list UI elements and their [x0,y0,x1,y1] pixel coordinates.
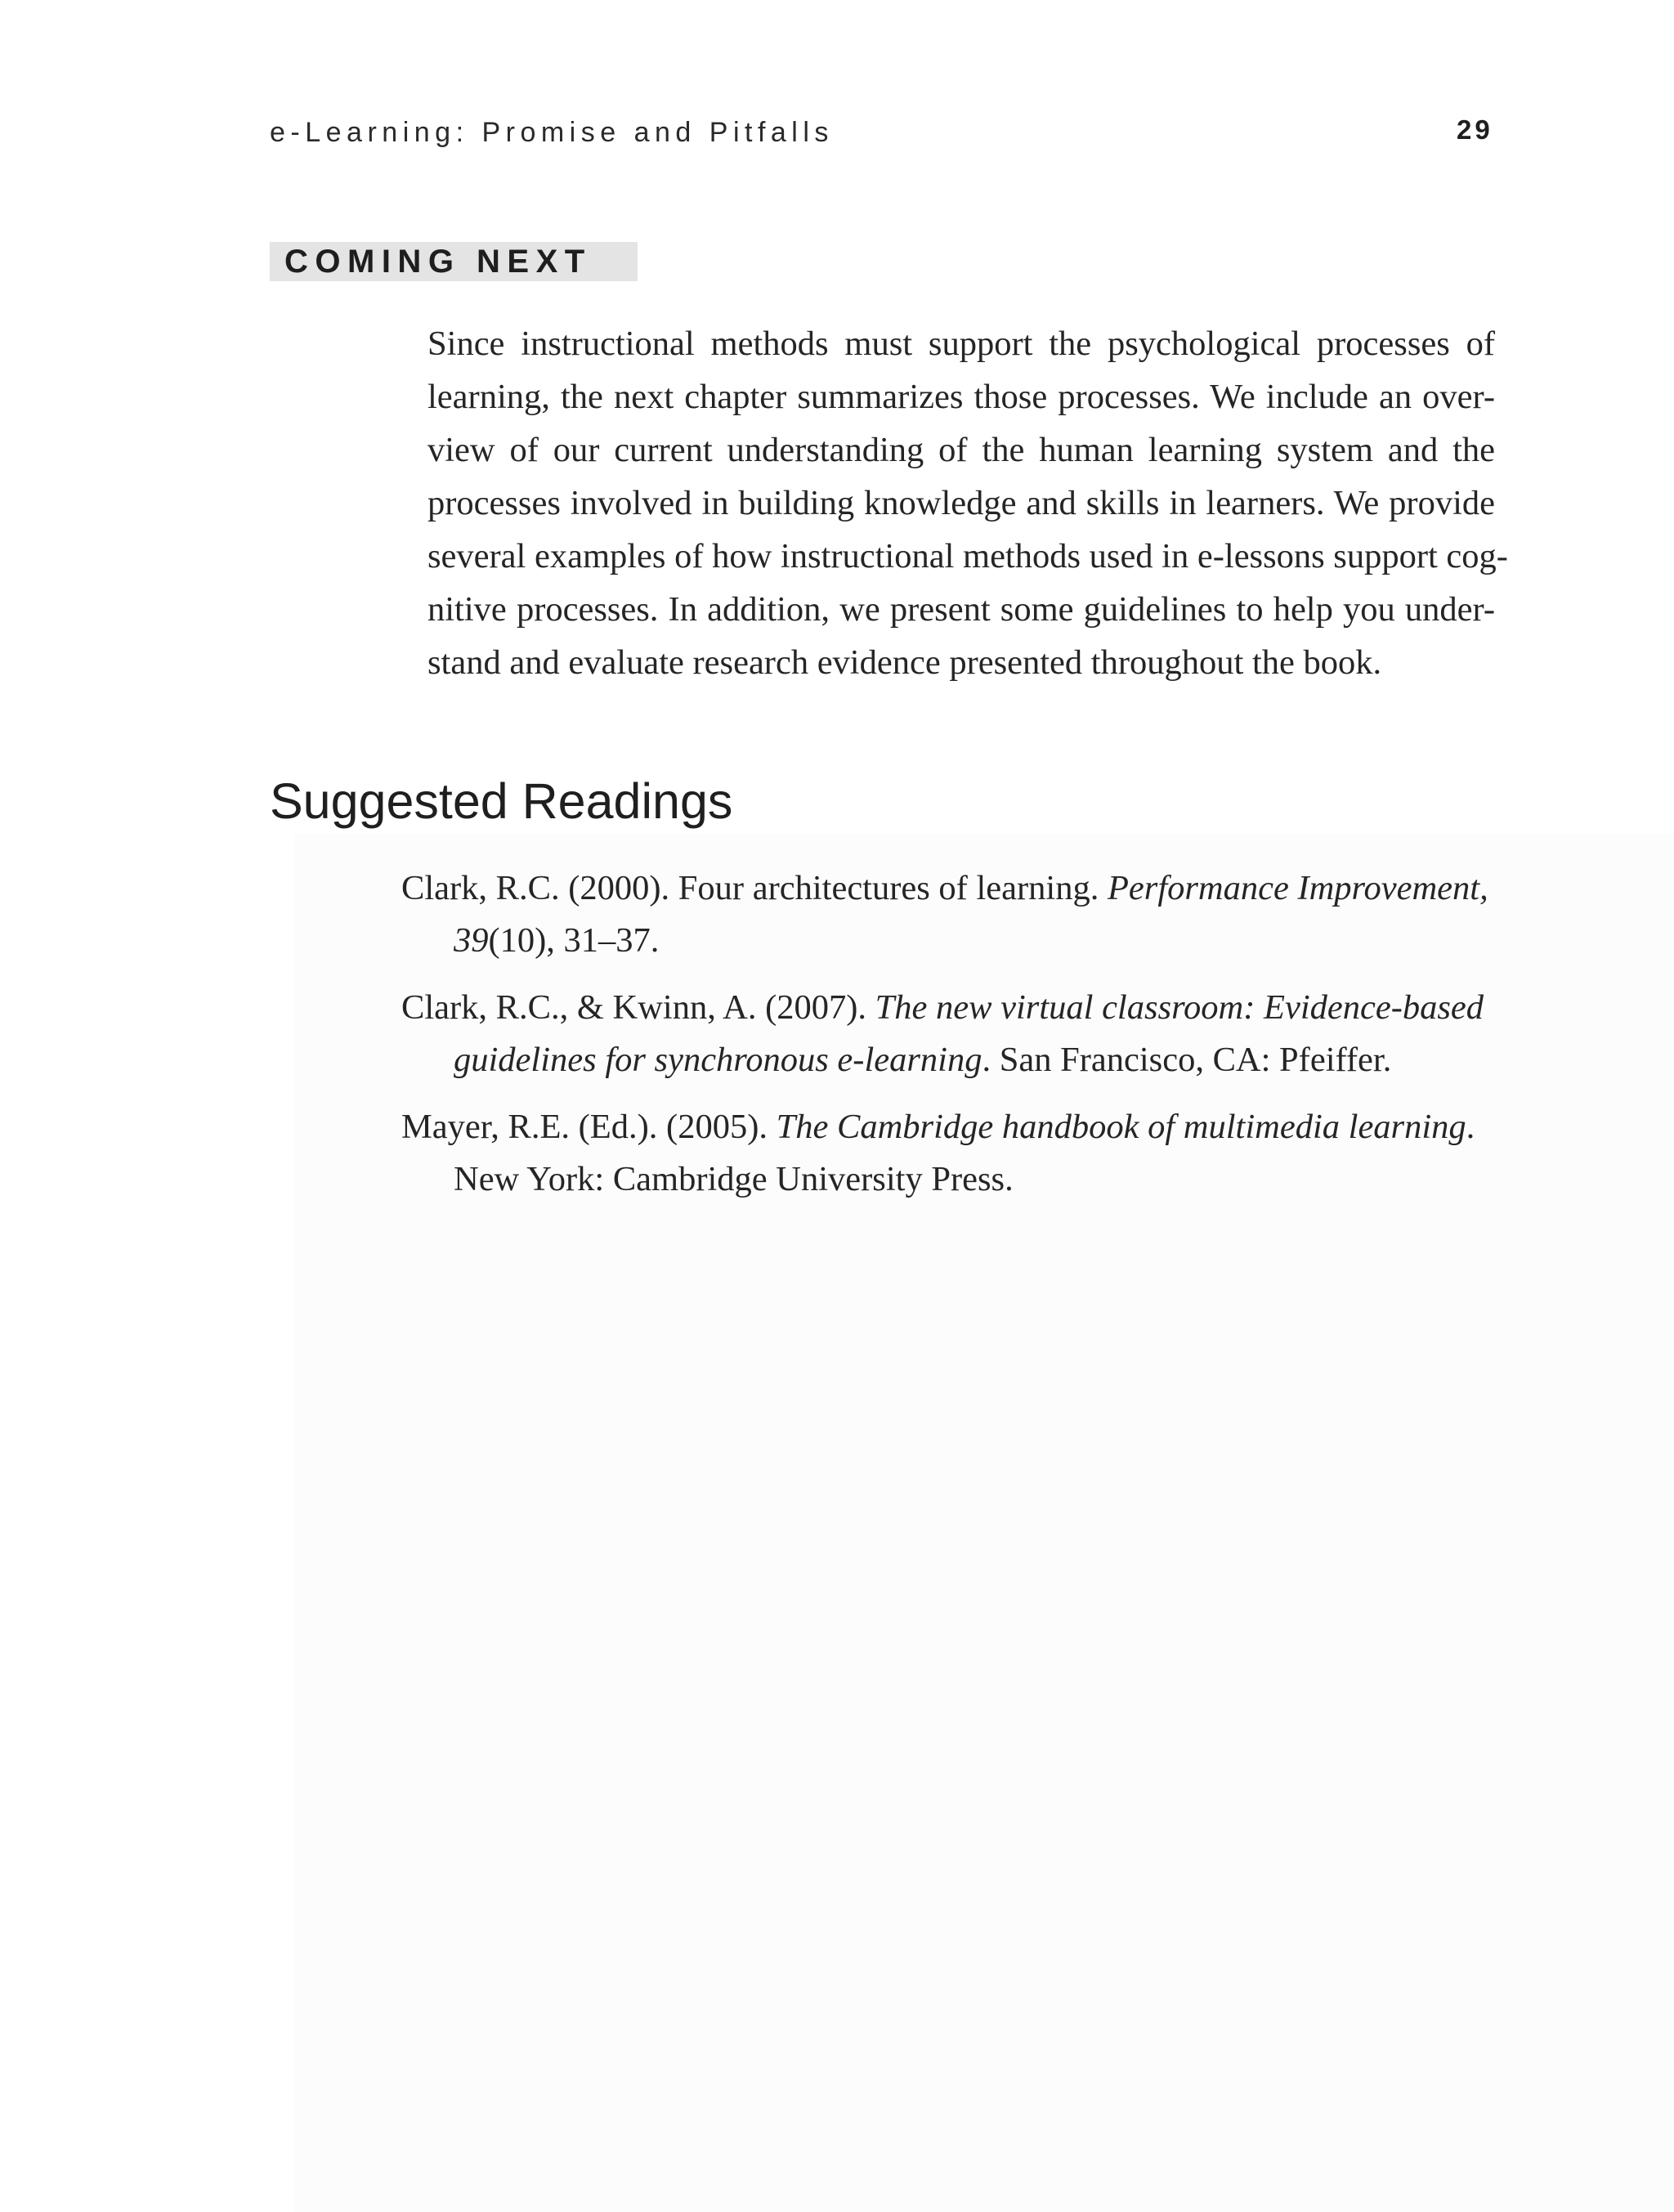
page-number: 29 [1457,114,1493,145]
paragraph-line: several examples of how instructional methods used in e-lessons support cog- [427,537,1508,575]
paragraph-line: learning, the next chapter summarizes those processes. We include an over- [427,378,1495,416]
reference-title: The new virtual classroom: Evidence-based [875,988,1484,1027]
reference-line [401,915,1497,967]
paragraph-line: processes involved in building knowledge and skills in learners. We provide [427,484,1495,522]
paragraph-line: view of our current understanding of the human learning system and the [427,431,1495,469]
reference-text: Mayer, R.E. (Ed.). (2005). [401,1108,777,1146]
paragraph-line: stand and evaluate research evidence presented throughout the book. [427,643,1382,682]
reference-line [401,982,1497,1034]
reference-title: guidelines for synchronous e-learning [454,1041,982,1079]
reference-title: The Cambridge handbook of multimedia learning [776,1108,1466,1146]
running-head: e-Learning: Promise and Pitfalls [270,117,834,148]
coming-next-paragraph [427,317,1508,689]
reference-text: (10), 31–37. [488,921,660,960]
reference-title: Performance Improvement, [1107,869,1488,907]
reference-line [401,862,1497,915]
paragraph-line: nitive processes. In addition, we present some guidelines to help you under- [427,590,1495,629]
reference-text: New York: Cambridge University Press. [454,1160,1014,1198]
reference-list [401,862,1497,1220]
reference-item [401,1101,1497,1206]
reference-item [401,862,1497,967]
paragraph-line: Since instructional methods must support the psychological processes of [427,325,1495,363]
reference-text: . San Francisco, CA: Pfeiffer. [982,1041,1392,1079]
suggested-readings-heading: Suggested Readings [270,773,733,829]
reference-line [401,1153,1497,1206]
reference-line [401,1101,1497,1153]
reference-line [401,1034,1497,1086]
reference-text: . [1466,1108,1475,1146]
coming-next-label-text: COMING NEXT [284,244,592,280]
coming-next-label [270,242,638,281]
reference-volume: 39 [454,921,489,960]
reference-text: Clark, R.C., & Kwinn, A. (2007). [401,988,875,1027]
reference-text: Clark, R.C. (2000). Four architectures of learning. [401,869,1108,907]
reference-item [401,982,1497,1086]
